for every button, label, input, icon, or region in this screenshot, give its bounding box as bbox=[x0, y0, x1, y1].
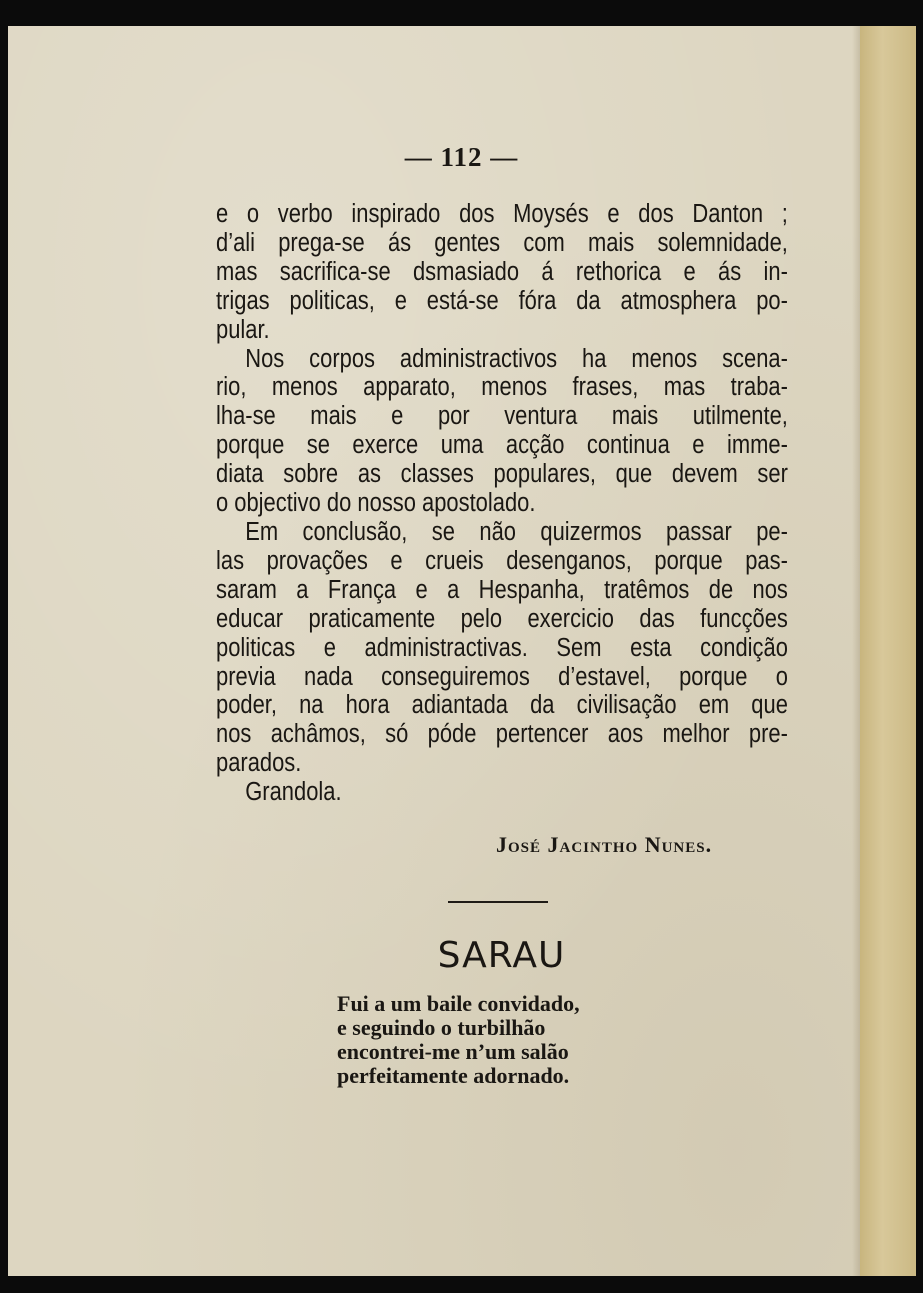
body-line: parados. bbox=[216, 749, 302, 778]
body-line: Nos corpos administractivos ha menos scena- bbox=[245, 344, 788, 373]
poem-verse: perfeitamente adornado. bbox=[337, 1063, 570, 1088]
poem-verse: Fui a um baile convidado, bbox=[337, 991, 580, 1016]
body-line: e o verbo inspirado dos Moysés e dos Danton ; bbox=[216, 200, 788, 228]
body-line: mas sacrifica-se dsmasiado á rethorica e ás in- bbox=[216, 257, 788, 286]
poem-title: SARAU bbox=[437, 935, 566, 976]
body-line: o objectivo do nosso apostolado. bbox=[216, 489, 536, 518]
body-text-inner bbox=[216, 200, 788, 807]
body-line: las provações e crueis desenganos, porque pas- bbox=[216, 546, 788, 575]
body-line: trigas politicas, e está-se fóra da atmosphera po- bbox=[216, 286, 788, 315]
page-number: — 112 — bbox=[404, 142, 519, 172]
body-line: politicas e administractivas. Sem esta condição bbox=[216, 633, 788, 662]
body-line: poder, na hora adiantada da civilisação em que bbox=[216, 691, 788, 720]
poem-verse: encontrei-me n’um salão bbox=[337, 1039, 569, 1064]
body-line: lha-se mais e por ventura mais utilmente, bbox=[216, 402, 788, 431]
poem-verse: e seguindo o turbilhão bbox=[337, 1015, 546, 1040]
section-divider bbox=[448, 901, 548, 903]
place-line: Grandola. bbox=[245, 778, 342, 807]
author-signature: José Jacintho Nunes. bbox=[496, 832, 713, 857]
book-spine bbox=[860, 26, 916, 1276]
body-line: educar praticamente pelo exercicio das funcções bbox=[216, 604, 788, 633]
body-line: nos achâmos, só póde pertencer aos melhor pre- bbox=[216, 720, 788, 749]
body-line: saram a França e a Hespanha, tratêmos de nos bbox=[216, 575, 788, 604]
body-line: porque se exerce uma acção continua e imme- bbox=[216, 431, 788, 460]
body-line: d’ali prega-se ás gentes com mais solemnidade, bbox=[216, 228, 788, 257]
body-line: Em conclusão, se não quizermos passar pe- bbox=[245, 517, 788, 546]
poem-stanza bbox=[337, 992, 580, 1088]
body-line: pular. bbox=[216, 315, 270, 344]
body-line: previa nada conseguiremos d’estavel, porque o bbox=[216, 662, 788, 691]
body-line: diata sobre as classes populares, que devem ser bbox=[216, 460, 788, 489]
body-line: rio, menos apparato, menos frases, mas traba- bbox=[216, 373, 788, 402]
body-text bbox=[216, 200, 788, 807]
